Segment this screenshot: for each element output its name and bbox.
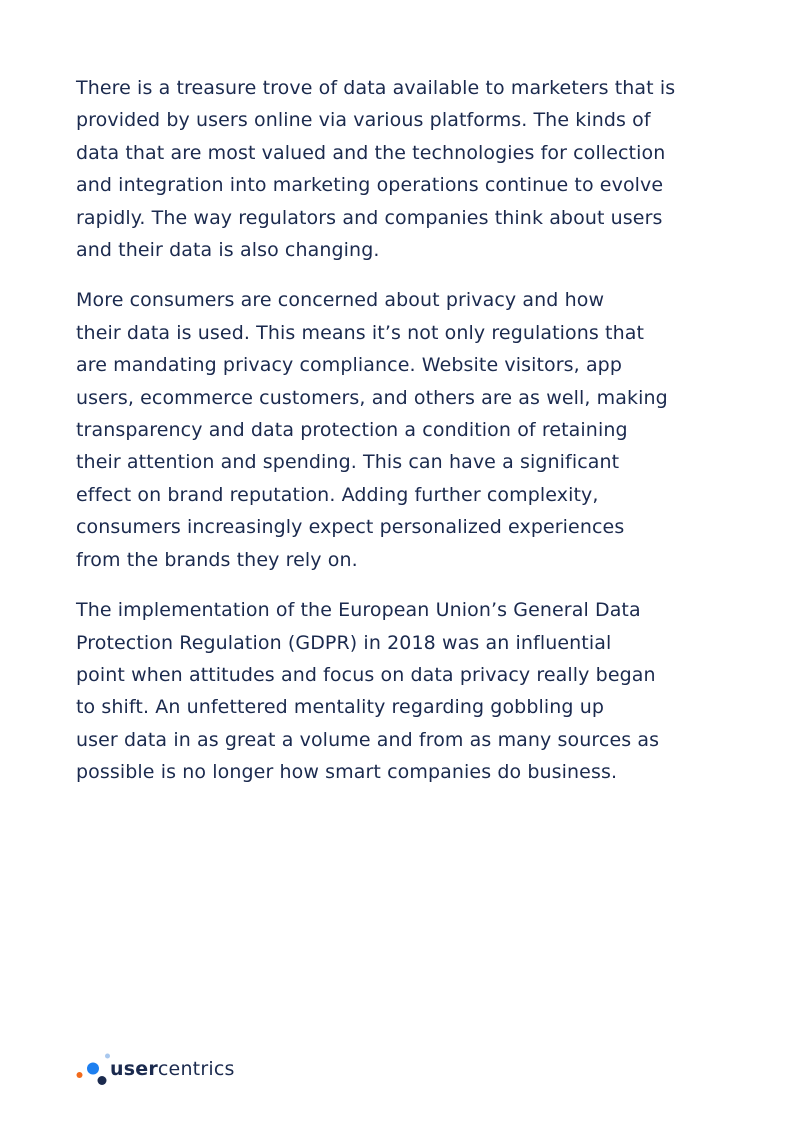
text-line: The implementation of the European Union’s General Data (76, 599, 641, 622)
usercentrics-logo (76, 1052, 246, 1088)
text-line: consumers increasingly expect personalized experiences (76, 516, 625, 539)
logo-wordmark (110, 1058, 235, 1080)
logo-wordmark-regular: centrics (157, 1058, 235, 1080)
text-line: transparency and data protection a condition of retaining (76, 419, 628, 442)
text-line: to shift. An unfettered mentality regarding gobbling up (76, 696, 605, 719)
text-line: rapidly. The way regulators and companies think about users (76, 206, 663, 229)
text-line: effect on brand reputation. Adding further complexity, (76, 483, 599, 506)
text-line: and integration into marketing operations continue to evolve (76, 174, 664, 197)
text-line: from the brands they rely on. (76, 548, 358, 571)
text-line: Protection Regulation (GDPR) in 2018 was an influential (76, 631, 612, 654)
text-line: data that are most valued and the technologies for collection (76, 141, 666, 164)
text-line: provided by users online via various platforms. The kinds of (76, 109, 651, 132)
text-line: their data is used. This means it’s not only regulations that (76, 321, 645, 344)
text-line: their attention and spending. This can have a significant (76, 451, 620, 474)
paragraph-3 (76, 594, 736, 788)
text-line: More consumers are concerned about privacy and how (76, 289, 605, 312)
document-body (76, 72, 736, 807)
usercentrics-logo-icon (76, 1052, 112, 1088)
text-line: are mandating privacy compliance. Website visitors, app (76, 354, 623, 377)
logo-wordmark-bold: user (110, 1058, 158, 1080)
paragraph-1 (76, 72, 736, 266)
text-line: possible is no longer how smart companies do business. (76, 761, 618, 784)
logo-dot-blue (87, 1063, 99, 1075)
logo-dot-orange (77, 1072, 83, 1078)
text-line: and their data is also changing. (76, 239, 380, 262)
text-line: user data in as great a volume and from as many sources as (76, 728, 660, 751)
paragraph-2 (76, 284, 736, 576)
logo-dot-navy (98, 1076, 107, 1085)
text-line: point when attitudes and focus on data privacy really began (76, 663, 656, 686)
text-line: There is a treasure trove of data available to marketers that is (76, 77, 676, 99)
text-line: users, ecommerce customers, and others are as well, making (76, 386, 668, 409)
